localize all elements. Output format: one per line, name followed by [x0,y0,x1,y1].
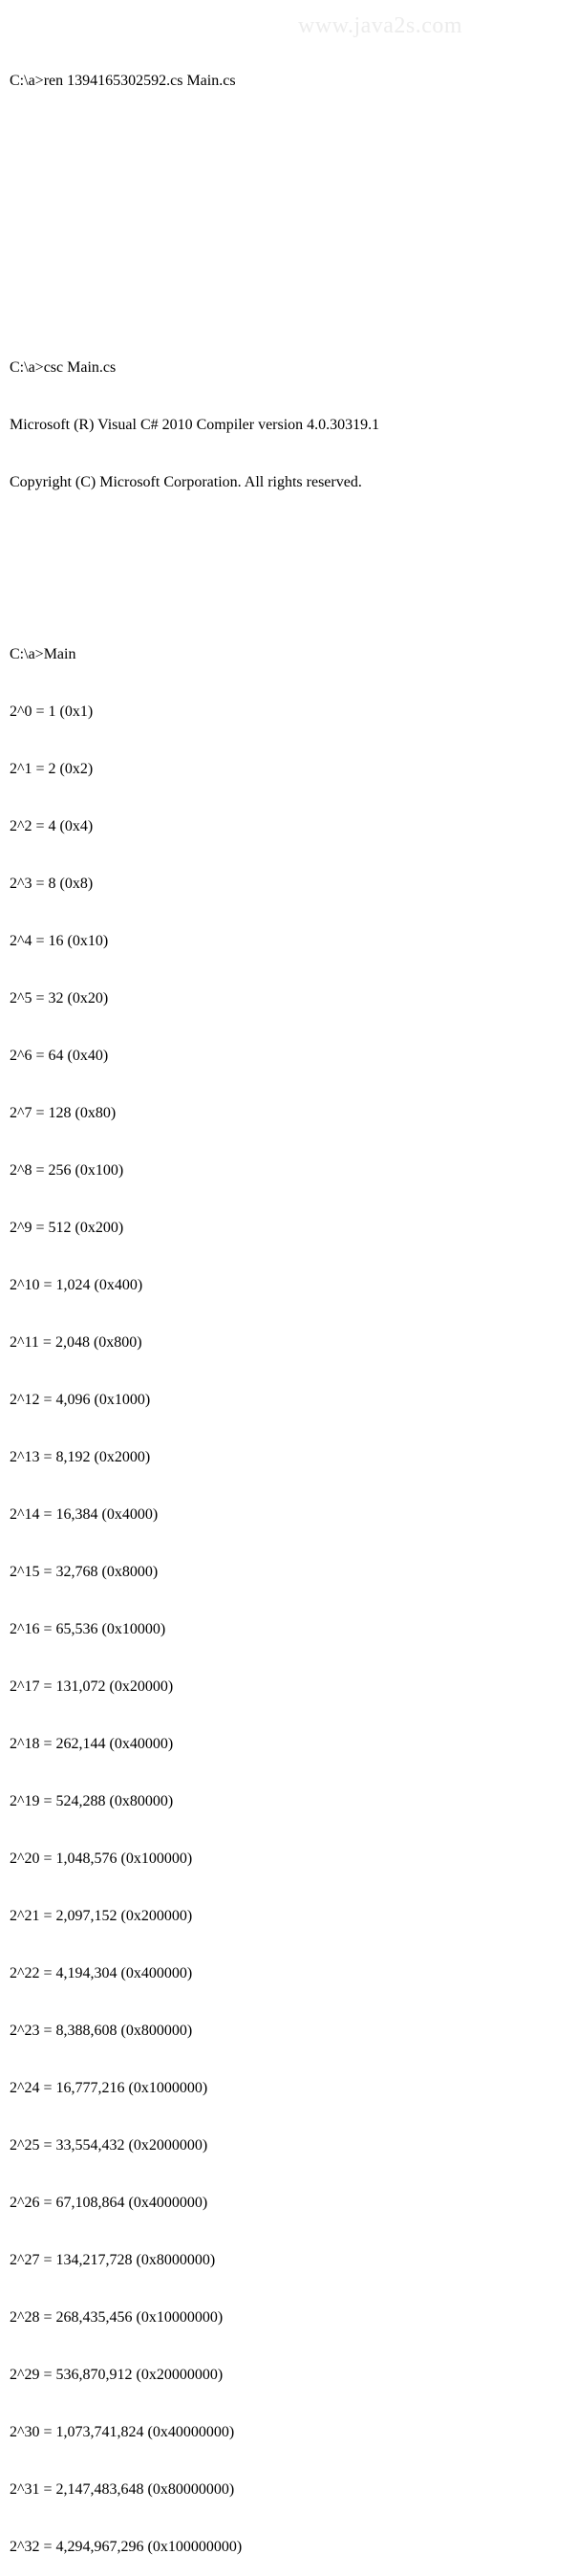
console-line: 2^17 = 131,072 (0x20000) [10,1678,174,1695]
console-line: 2^21 = 2,097,152 (0x200000) [10,1908,193,1924]
console-line: 2^4 = 16 (0x10) [10,933,109,949]
console-line: 2^28 = 268,435,456 (0x10000000) [10,2309,224,2326]
console-line: 2^25 = 33,554,432 (0x2000000) [10,2137,208,2154]
console-line: 2^15 = 32,768 (0x8000) [10,1564,159,1580]
console-line: 2^26 = 67,108,864 (0x4000000) [10,2195,208,2211]
console-line: 2^23 = 8,388,608 (0x800000) [10,2023,193,2039]
console-line [10,129,379,148]
console-line [10,186,379,206]
console-line: 2^9 = 512 (0x200) [10,1220,124,1236]
console-line [10,301,379,320]
console-line: 2^7 = 128 (0x80) [10,1105,117,1121]
console-line: Microsoft (R) Visual C# 2010 Compiler version 4.0.30319.1 [10,417,380,433]
console-line: 2^5 = 32 (0x20) [10,990,109,1007]
watermark-text: www.java2s.com [298,13,463,38]
console-line: C:\a>Main [10,646,76,662]
console-line: 2^22 = 4,194,304 (0x400000) [10,1965,193,1981]
console-line: C:\a>ren 1394165302592.cs Main.cs [10,73,236,89]
console-line: 2^13 = 8,192 (0x2000) [10,1449,151,1465]
console-line: 2^27 = 134,217,728 (0x8000000) [10,2252,216,2268]
console-line: 2^12 = 4,096 (0x1000) [10,1392,151,1408]
console-line: 2^11 = 2,048 (0x800) [10,1334,142,1351]
console-line: 2^0 = 1 (0x1) [10,704,94,720]
console-line: Copyright (C) Microsoft Corporation. All rights reserved. [10,474,362,490]
console-line [10,530,379,550]
console-line: 2^10 = 1,024 (0x400) [10,1277,143,1293]
console-output [10,33,379,2576]
console-line: 2^8 = 256 (0x100) [10,1162,124,1179]
console-line: 2^31 = 2,147,483,648 (0x80000000) [10,2481,235,2498]
console-line [10,244,379,263]
console-line: 2^19 = 524,288 (0x80000) [10,1793,174,1809]
console-line: 2^2 = 4 (0x4) [10,818,94,834]
console-line: 2^32 = 4,294,967,296 (0x100000000) [10,2539,243,2555]
console-line: 2^20 = 1,048,576 (0x100000) [10,1851,193,1867]
console-line: 2^18 = 262,144 (0x40000) [10,1736,174,1752]
console-line: 2^29 = 536,870,912 (0x20000000) [10,2367,224,2383]
console-line [10,588,379,607]
console-line: 2^24 = 16,777,216 (0x1000000) [10,2080,208,2096]
console-line: C:\a>csc Main.cs [10,359,117,376]
console-line: 2^1 = 2 (0x2) [10,761,94,777]
console-line: 2^30 = 1,073,741,824 (0x40000000) [10,2424,235,2440]
console-line: 2^6 = 64 (0x40) [10,1048,109,1064]
console-line: 2^16 = 65,536 (0x10000) [10,1621,166,1637]
console-line: 2^3 = 8 (0x8) [10,876,94,892]
console-line: 2^14 = 16,384 (0x4000) [10,1506,159,1523]
